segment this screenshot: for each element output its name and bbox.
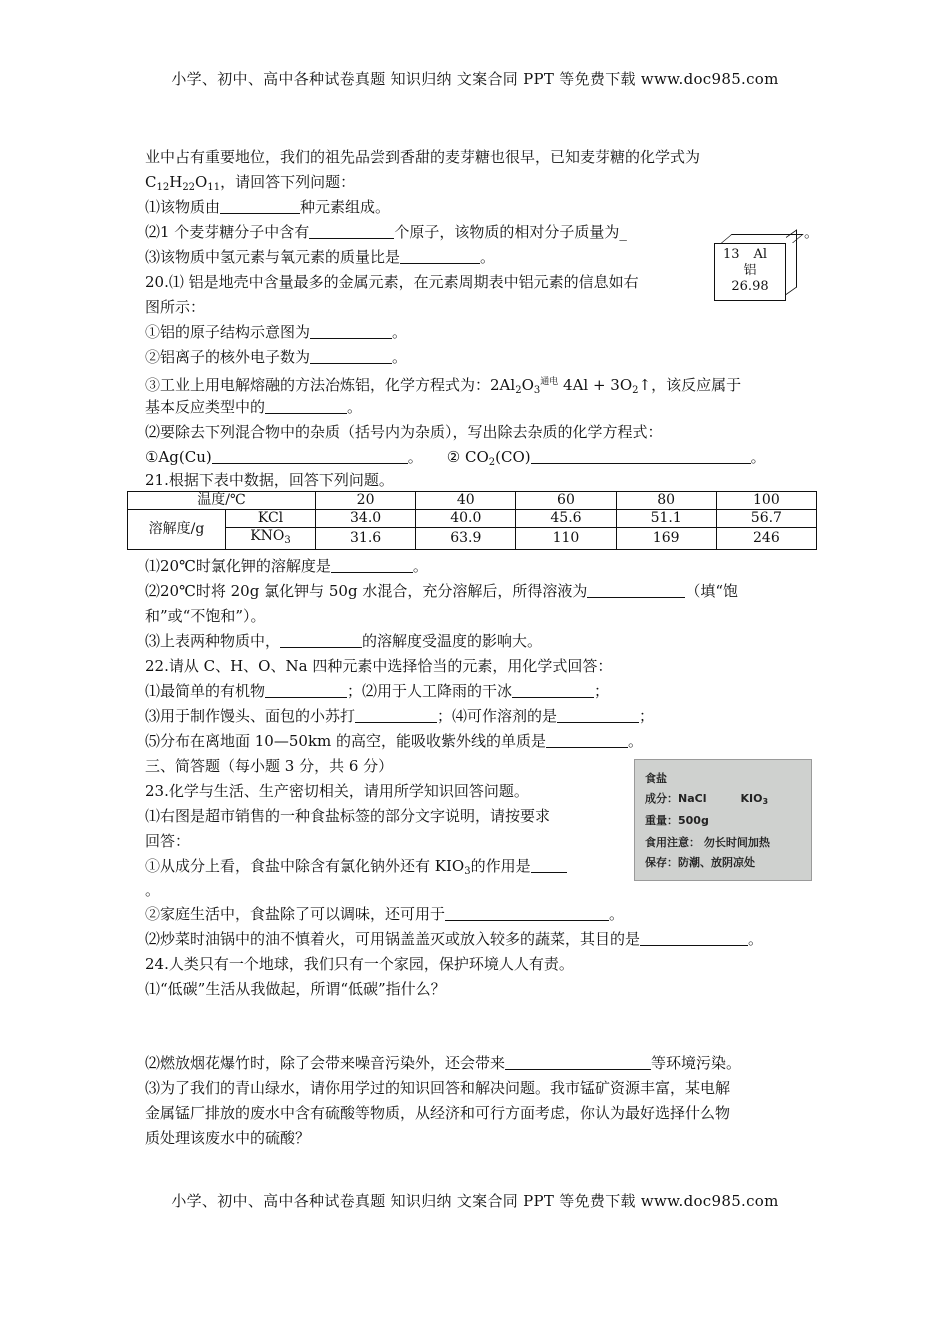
table-row (128, 510, 817, 528)
table-cell: 56.7 (716, 510, 816, 528)
q23-b: ⑵炒菜时油锅中的油不慎着火，可用锅盖盖灭或放入较多的蔬菜，其目的是 。 (145, 930, 764, 948)
q21-part2: ⑵20℃时将 20g 氯化钾与 50g 水混合，充分溶解后，所得溶液为 （填“饱 (145, 582, 738, 600)
q20-line1: 20.⑴ 铝是地壳中含量最多的金属元素，在元素周期表中铝元素的信息如右 (145, 273, 639, 291)
q24-part3-line1: ⑶为了我们的青山绿水，请你用学过的知识回答和解决问题。我市锰矿资源丰富，某电解 (145, 1079, 731, 1097)
answer-blank[interactable] (512, 683, 594, 698)
answer-blank[interactable] (355, 708, 437, 723)
q23-line2: 回答： (145, 832, 191, 850)
q20-b: ⑵要除去下列混合物中的杂质（括号内为杂质），写出除去杂质的化学方程式： (145, 423, 663, 441)
table-cell: 20 (316, 492, 416, 510)
q20-line2: 图所示： (145, 298, 206, 316)
answer-blank[interactable] (309, 224, 394, 239)
table-header-temperature: 温度/℃ (128, 492, 316, 510)
element-name: 铝 (743, 263, 757, 278)
q24-title: 24.人类只有一个地球，我们只有一个家园，保护环境人人有责。 (145, 955, 574, 973)
answer-blank[interactable] (212, 449, 408, 464)
answer-blank[interactable] (265, 683, 347, 698)
q20-a2: ②铝离子的核外电子数为 。 (145, 348, 408, 366)
table-cell: 169 (616, 528, 716, 550)
answer-blank[interactable] (531, 449, 751, 464)
answer-blank[interactable] (640, 931, 748, 946)
q19-intro-line2: $C_{12}H_{22}O_{11}$，请回答下列问题： (145, 173, 356, 193)
aluminum-element-card (714, 243, 786, 301)
table-cell: 110 (516, 528, 616, 550)
answer-blank[interactable] (400, 249, 480, 264)
q21-part2b: 和”或“不饱和”）。 (145, 607, 266, 625)
table-cell: 45.6 (516, 510, 616, 528)
q20-a1: ①铝的原子结构示意图为 。 (145, 323, 408, 341)
table-cell: 40 (416, 492, 516, 510)
q24-part1: ⑴“低碳”生活从我做起，所谓“低碳”指什么？ (145, 980, 446, 998)
answer-blank[interactable] (265, 399, 347, 414)
q22-title: 22.请从 C、H、O、Na 四种元素中选择恰当的元素，用化学式回答： (145, 657, 613, 675)
table-cell: 80 (616, 492, 716, 510)
element-symbol: Al (753, 247, 768, 262)
q21-title: 21.根据下表中数据，回答下列问题。 (145, 471, 394, 489)
q21-part1: ⑴20℃时氯化钾的溶解度是 。 (145, 557, 428, 575)
page-footer: 小学、初中、高中各种试卷真题 知识归纳 文案合同 PPT 等免费下载 www.doc985.com (171, 1192, 779, 1210)
q21-part3: ⑶上表两种物质中， 的溶解度受温度的影响大。 (145, 632, 543, 650)
answer-blank[interactable] (546, 733, 628, 748)
answer-blank[interactable] (220, 199, 300, 214)
table-cell-kno3: $KNO_3$ (226, 528, 316, 550)
q19-intro-line1: 业中占有重要地位，我们的祖先品尝到香甜的麦芽糖也很早，已知麦芽糖的化学式为 (145, 148, 701, 166)
answer-blank[interactable] (331, 558, 413, 573)
atomic-mass: 26.98 (731, 279, 769, 294)
q19-part2: ⑵1 个麦芽糖分子中含有 个原子，该物质的相对分子质量为_ 。 (145, 223, 820, 241)
answer-blank[interactable] (557, 708, 639, 723)
table-cell: 100 (716, 492, 816, 510)
answer-blank[interactable] (531, 858, 567, 873)
table-cell: 51.1 (616, 510, 716, 528)
table-header-solubility: 溶解度/g (128, 510, 226, 550)
q23-title: 23.化学与生活、生产密切相关，请用所学知识回答问题。 (145, 782, 529, 800)
q23-a1-end: 。 (145, 881, 161, 899)
q24-part3-line3: 质处理该废水中的硫酸？ (145, 1129, 311, 1147)
q22-line3: ⑸分布在离地面 10—50km 的高空，能吸收紫外线的单质是 。 (145, 732, 644, 750)
q20-a3: ③工业上用电解熔融的方法冶炼铝，化学方程式为：$2Al_2O_3^{通电}$ $4Al + 3O_2↑$，该反应属于 (145, 376, 742, 396)
q20-b-items: ①Ag(Cu) 。 ② $CO_2(CO)$ 。 (145, 448, 766, 468)
q24-part2: ⑵燃放烟花爆竹时，除了会带来噪音污染外，还会带来 等环境污染。 (145, 1054, 742, 1072)
table-cell: 60 (516, 492, 616, 510)
answer-blank[interactable] (310, 324, 392, 339)
q22-line1: ⑴最简单的有机物 ；⑵用于人工降雨的干冰 ； (145, 682, 610, 700)
solubility-table (127, 491, 817, 550)
table-cell: 34.0 (316, 510, 416, 528)
q19-part1: ⑴该物质由 种元素组成。 (145, 198, 391, 216)
table-row (128, 528, 817, 550)
table-cell: 63.9 (416, 528, 516, 550)
answer-blank[interactable] (280, 633, 362, 648)
table-row (128, 492, 817, 510)
answer-blank[interactable] (445, 906, 609, 921)
section-3-heading: 三、简答题（每小题 3 分，共 6 分） (145, 757, 394, 775)
q20-a4: 基本反应类型中的 。 (145, 398, 363, 416)
table-cell: 246 (716, 528, 816, 550)
reaction-condition: 通电 (540, 377, 559, 387)
answer-blank[interactable] (505, 1055, 651, 1070)
page-header: 小学、初中、高中各种试卷真题 知识归纳 文案合同 PPT 等免费下载 www.doc985.com (171, 70, 779, 88)
atomic-number: 13 (723, 247, 740, 262)
answer-blank[interactable] (587, 583, 685, 598)
table-cell: 31.6 (316, 528, 416, 550)
q22-line2: ⑶用于制作馒头、面包的小苏打 ；⑷可作溶剂的是 ； (145, 707, 655, 725)
table-cell-kcl: KCl (226, 510, 316, 528)
q23-a1: ①从成分上看，食盐中除含有氯化钠外还有 $KIO_3$的作用是 (145, 856, 567, 882)
q19-part3: ⑶该物质中氢元素与氧元素的质量比是 。 (145, 248, 496, 266)
answer-blank[interactable] (310, 349, 392, 364)
q23-a2: ②家庭生活中，食盐除了可以调味，还可用于 。 (145, 905, 625, 923)
q23-line1: ⑴右图是超市销售的一种食盐标签的部分文字说明，请按要求 (145, 807, 551, 825)
salt-label-image: 食盐 成分：NaCl KIO3 重量：500g 食用注意： 勿长时间加热 保存：防潮、放阴凉处 (634, 759, 812, 881)
table-cell: 40.0 (416, 510, 516, 528)
q24-part3-line2: 金属锰厂排放的废水中含有硫酸等物质，从经济和可行方面考虑，你认为最好选择什么物 (145, 1104, 731, 1122)
